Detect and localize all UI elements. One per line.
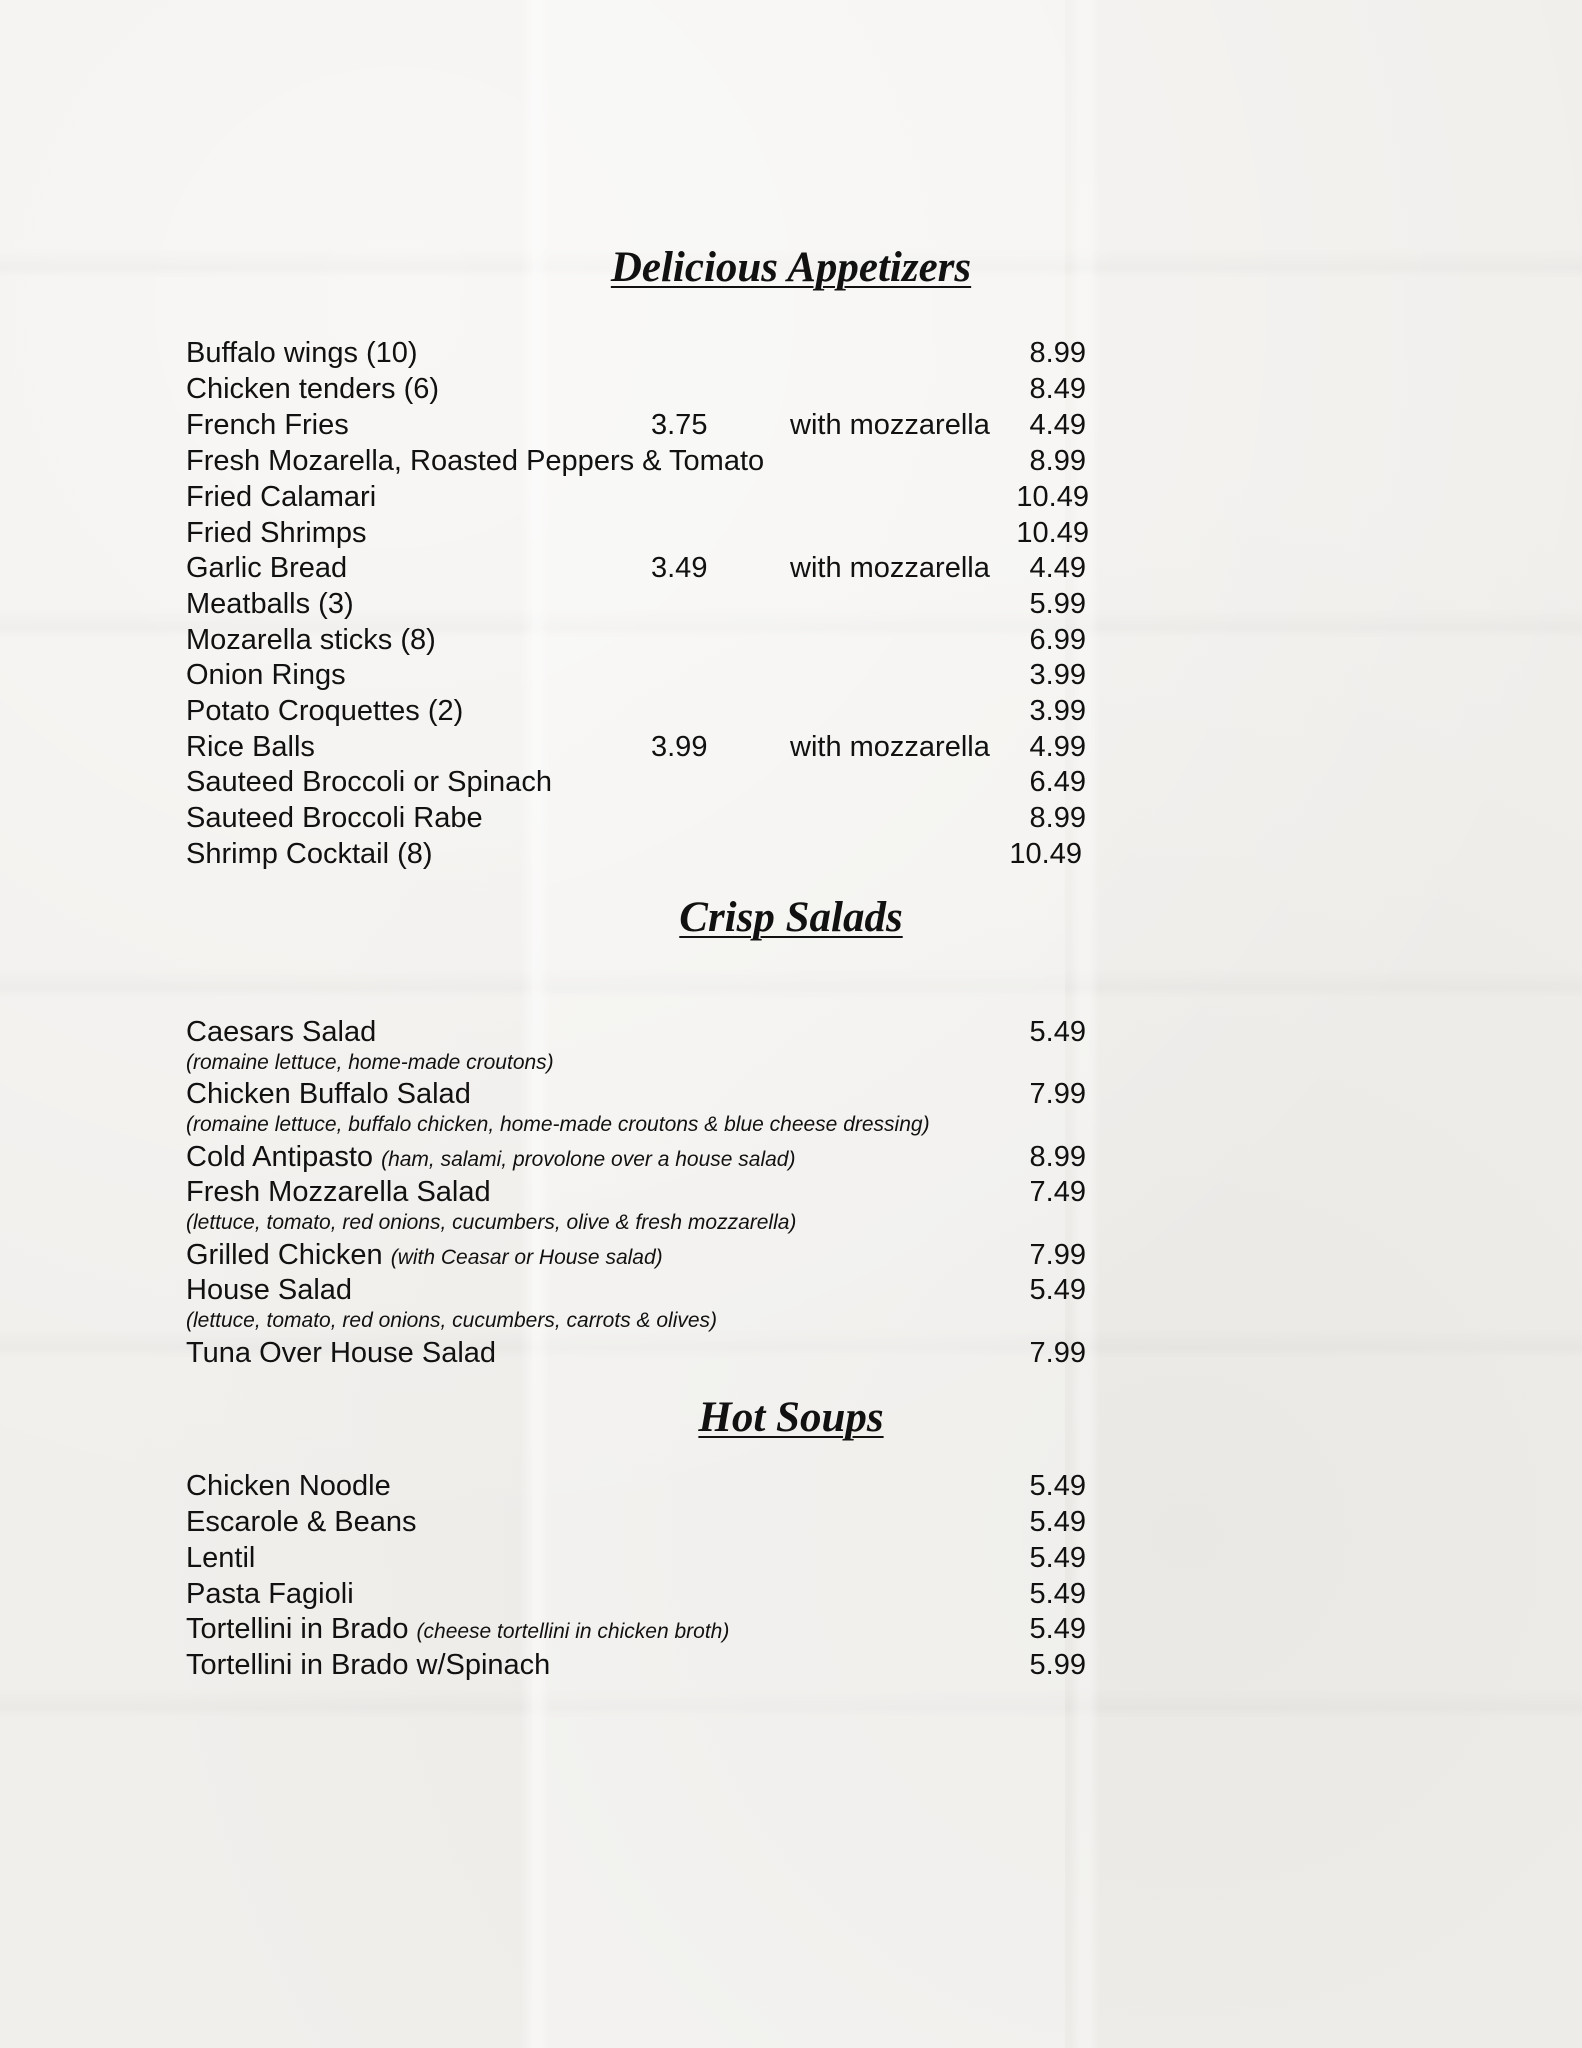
item-alt-price: 3.99 — [651, 731, 708, 763]
menu-item — [186, 1540, 1086, 1576]
item-name: Rice Balls — [186, 731, 315, 763]
item-name: Grilled Chicken — [186, 1239, 383, 1271]
item-name: Meatballs (3) — [186, 588, 354, 620]
item-name: Chicken Noodle — [186, 1470, 391, 1502]
item-price: 8.99 — [1029, 802, 1086, 834]
item-price: 8.49 — [1029, 373, 1086, 405]
item-name: Caesars Salad — [186, 1016, 377, 1048]
menu-item — [186, 1076, 1086, 1112]
item-price: 8.99 — [1029, 445, 1086, 477]
menu-item — [186, 371, 1086, 407]
item-price: 7.99 — [1029, 1239, 1086, 1271]
item-price: 10.49 — [1009, 838, 1082, 870]
item-price: 4.49 — [1029, 552, 1086, 584]
item-alt-price: 3.49 — [651, 552, 708, 584]
menu-item — [186, 407, 1086, 443]
item-name: Sauteed Broccoli or Spinach — [186, 766, 552, 798]
item-name-group — [186, 1139, 795, 1178]
menu-item — [186, 1139, 1086, 1175]
item-name: Pasta Fagioli — [186, 1578, 354, 1610]
menu-item — [186, 515, 1089, 551]
menu-item — [186, 1504, 1086, 1540]
item-name: Shrimp Cocktail (8) — [186, 838, 433, 870]
menu-item — [186, 443, 1086, 479]
item-price: 5.49 — [1029, 1274, 1086, 1306]
menu-item — [186, 622, 1086, 658]
menu-item — [186, 800, 1086, 836]
item-price: 5.49 — [1029, 1613, 1086, 1645]
item-name: Fried Shrimps — [186, 517, 367, 549]
item-name: Chicken tenders (6) — [186, 373, 440, 405]
item-name: Fresh Mozzarella Salad — [186, 1176, 491, 1208]
item-price: 5.49 — [1029, 1578, 1086, 1610]
item-price: 5.99 — [1029, 1649, 1086, 1681]
item-note: (with Ceasar or House salad) — [390, 1246, 663, 1269]
item-price: 5.49 — [1029, 1506, 1086, 1538]
item-name: Fried Calamari — [186, 481, 377, 513]
menu-item — [186, 479, 1089, 515]
item-price: 5.49 — [1029, 1016, 1086, 1048]
item-price: 7.99 — [1029, 1078, 1086, 1110]
item-description: (romaine lettuce, buffalo chicken, home-made croutons & blue cheese dressing) — [186, 1113, 930, 1136]
item-name: Tortellini in Brado — [186, 1613, 409, 1645]
item-price: 8.99 — [1029, 1141, 1086, 1173]
item-alt-price: 3.75 — [651, 409, 708, 441]
menu-item — [186, 1237, 1086, 1273]
item-price: 6.99 — [1029, 624, 1086, 656]
menu-item — [186, 335, 1086, 371]
item-name: Onion Rings — [186, 659, 346, 691]
item-price: 5.49 — [1029, 1470, 1086, 1502]
item-price: 3.99 — [1029, 695, 1086, 727]
item-name: Mozarella sticks (8) — [186, 624, 436, 656]
item-price: 10.49 — [1016, 517, 1089, 549]
item-name: Tortellini in Brado w/Spinach — [186, 1649, 551, 1681]
item-name-group — [186, 1237, 663, 1276]
item-name: Garlic Bread — [186, 552, 348, 584]
menu-item — [186, 550, 1086, 586]
menu-item — [186, 1272, 1086, 1308]
item-name: Fresh Mozarella, Roasted Peppers & Tomato — [186, 445, 765, 477]
menu-item — [186, 1335, 1086, 1371]
item-name: Chicken Buffalo Salad — [186, 1078, 471, 1110]
menu-item — [186, 729, 1086, 765]
item-description: (lettuce, tomato, red onions, cucumbers, carrots & olives) — [186, 1309, 718, 1332]
item-name-group — [186, 1611, 729, 1650]
item-note: (ham, salami, provolone over a house salad) — [381, 1148, 796, 1171]
item-name: Potato Croquettes (2) — [186, 695, 464, 727]
item-name: House Salad — [186, 1274, 353, 1306]
item-price: 7.99 — [1029, 1337, 1086, 1369]
menu-item — [186, 1647, 1086, 1683]
item-name: Buffalo wings (10) — [186, 337, 418, 369]
item-alt-label: with mozzarella — [790, 409, 990, 441]
item-price: 8.99 — [1029, 337, 1086, 369]
item-price: 6.49 — [1029, 766, 1086, 798]
item-note: (cheese tortellini in chicken broth) — [416, 1620, 730, 1643]
item-description: (lettuce, tomato, red onions, cucumbers, olive & fresh mozzarella) — [186, 1211, 797, 1234]
item-name: Tuna Over House Salad — [186, 1337, 497, 1369]
menu-item — [186, 836, 1086, 872]
menu-item — [186, 1468, 1086, 1504]
menu-item — [186, 764, 1086, 800]
menu-item — [186, 693, 1086, 729]
soups-title: Hot Soups — [698, 1394, 884, 1441]
item-price: 3.99 — [1029, 659, 1086, 691]
item-alt-label: with mozzarella — [790, 731, 990, 763]
item-name: Lentil — [186, 1542, 256, 1574]
item-name: Sauteed Broccoli Rabe — [186, 802, 483, 834]
menu-item — [186, 1174, 1086, 1210]
item-name: French Fries — [186, 409, 349, 441]
item-price: 5.49 — [1029, 1542, 1086, 1574]
menu-item — [186, 1576, 1086, 1612]
item-alt-label: with mozzarella — [790, 552, 990, 584]
menu-item — [186, 586, 1086, 622]
menu-item — [186, 1014, 1086, 1050]
item-price: 7.49 — [1029, 1176, 1086, 1208]
item-price: 5.99 — [1029, 588, 1086, 620]
item-name: Escarole & Beans — [186, 1506, 417, 1538]
item-description: (romaine lettuce, home-made croutons) — [186, 1051, 554, 1074]
item-name: Cold Antipasto — [186, 1141, 374, 1173]
menu-item — [186, 657, 1086, 693]
item-price: 10.49 — [1016, 481, 1089, 513]
appetizers-title: Delicious Appetizers — [610, 244, 972, 291]
menu-item — [186, 1611, 1086, 1647]
salads-title: Crisp Salads — [679, 894, 903, 941]
item-price: 4.49 — [1029, 409, 1086, 441]
item-price: 4.99 — [1029, 731, 1086, 763]
